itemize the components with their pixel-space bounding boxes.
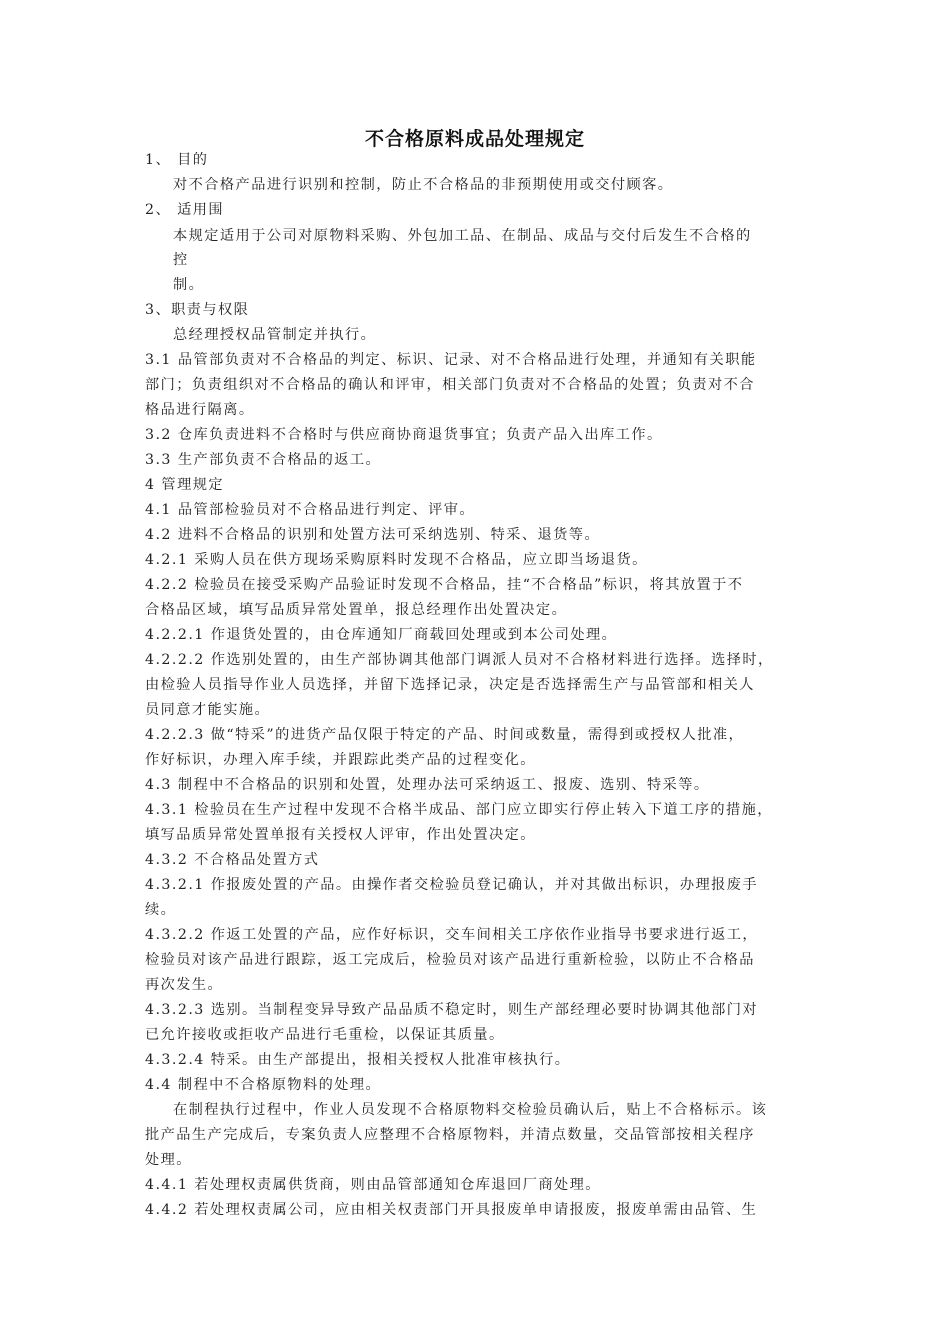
paragraph-line: 4.4.2 若处理权责属公司，应由相关权责部门开具报废单申请报废，报废单需由品管、生 (145, 1202, 758, 1218)
paragraph-line: 由检验人员指导作业人员选择，并留下选择记录，决定是否选择需生产与品管部和相关人 (145, 677, 755, 693)
paragraph-line: 格品进行隔离。 (145, 402, 255, 418)
paragraph-line: 4.1 品管部检验员对不合格品进行判定、评审。 (145, 502, 475, 518)
document-title: 不合格原料成品处理规定 (364, 128, 585, 150)
section-heading: 2、 适用围 (145, 202, 224, 218)
section-heading: 4 管理规定 (145, 477, 224, 493)
paragraph-line: 再次发生。 (145, 977, 224, 993)
paragraph-line: 已允许接收或拒收产品进行毛重检，以保证其质量。 (145, 1027, 505, 1043)
paragraph-line: 4.3.2 不合格品处置方式 (145, 852, 320, 868)
paragraph-line: 本规定适用于公司对原物料采购、外包加工品、在制品、成品与交付后发生不合格的 (173, 228, 752, 244)
paragraph-line: 批产品生产完成后，专案负责人应整理不合格原物料，并清点数量，交品管部按相关程序 (145, 1127, 755, 1143)
paragraph-line: 4.3.2.2 作返工处置的产品，应作好标识，交车间相关工序依作业指导书要求进行返工， (145, 927, 759, 943)
paragraph-line: 4.3.1 检验员在生产过程中发现不合格半成品、部门应立即实行停止转入下道工序的措施， (145, 802, 773, 818)
paragraph-line: 制。 (173, 277, 205, 293)
paragraph-line: 4.4 制程中不合格原物料的处理。 (145, 1077, 382, 1093)
paragraph-line: 3.1 品管部负责对不合格品的判定、标识、记录、对不合格品进行处理，并通知有关职能 (145, 352, 757, 368)
paragraph-line: 员同意才能实施。 (145, 702, 271, 718)
paragraph-line: 4.4.1 若处理权责属供货商，则由品管部通知仓库退回厂商处理。 (145, 1177, 601, 1193)
paragraph-line: 处理。 (145, 1152, 192, 1168)
section-heading: 1、 目的 (145, 152, 209, 168)
paragraph-line: 控 (173, 252, 189, 268)
section-heading: 3、职责与权限 (145, 302, 250, 318)
paragraph-line: 在制程执行过程中，作业人员发现不合格原物料交检验员确认后，贴上不合格标示。该 (173, 1102, 768, 1118)
paragraph-line: 3.2 仓库负责进料不合格时与供应商协商退货事宜；负责产品入出库工作。 (145, 427, 663, 443)
paragraph-line: 作好标识，办理入库手续，并跟踪此类产品的过程变化。 (145, 752, 536, 768)
paragraph-line: 4.2 进料不合格品的识别和处置方法可采纳选别、特采、退货等。 (145, 527, 601, 543)
paragraph-line: 4.2.2.2 作选别处置的，由生产部协调其他部门调派人员对不合格材料进行选择。选择时， (145, 652, 774, 668)
paragraph-line: 对不合格产品进行识别和控制，防止不合格品的非预期使用或交付顾客。 (173, 177, 674, 193)
paragraph-line: 合格品区域，填写品质异常处置单，报总经理作出处置决定。 (145, 602, 568, 618)
paragraph-line: 4.2.2.1 作退货处置的，由仓库通知厂商载回处理或到本公司处理。 (145, 627, 618, 643)
paragraph-line: 4.2.2.3 做“特采”的进货产品仅限于特定的产品、时间或数量，需得到或授权人批准， (145, 727, 745, 743)
paragraph-line: 续。 (145, 902, 177, 918)
paragraph-line: 3.3 生产部负责不合格品的返工。 (145, 452, 382, 468)
paragraph-line: 部门；负责组织对不合格品的确认和评审，相关部门负责对不合格品的处置；负责对不合 (145, 377, 755, 393)
paragraph-line: 4.2.1 采购人员在供方现场采购原料时发现不合格品，应立即当场退货。 (145, 552, 648, 568)
paragraph-line: 4.3.2.4 特采。由生产部提出，报相关授权人批准审核执行。 (145, 1052, 571, 1068)
paragraph-line: 4.3.2.3 选别。当制程变异导致产品品质不稳定时，则生产部经理必要时协调其他部门对 (145, 1002, 759, 1018)
paragraph-line: 填写品质异常处置单报有关授权人评审，作出处置决定。 (145, 827, 536, 843)
paragraph-line: 4.3 制程中不合格品的识别和处置，处理办法可采纳返工、报废、选别、特采等。 (145, 777, 710, 793)
paragraph-line: 4.3.2.1 作报废处置的产品。由操作者交检验员登记确认，并对其做出标识，办理报废手 (145, 877, 759, 893)
paragraph-line: 检验员对该产品进行跟踪，返工完成后，检验员对该产品进行重新检验，以防止不合格品 (145, 952, 755, 968)
paragraph-line: 总经理授权品管制定并执行。 (173, 327, 377, 343)
paragraph-line: 4.2.2 检验员在接受采购产品验证时发现不合格品，挂“不合格品”标识，将其放置于不 (145, 577, 744, 593)
